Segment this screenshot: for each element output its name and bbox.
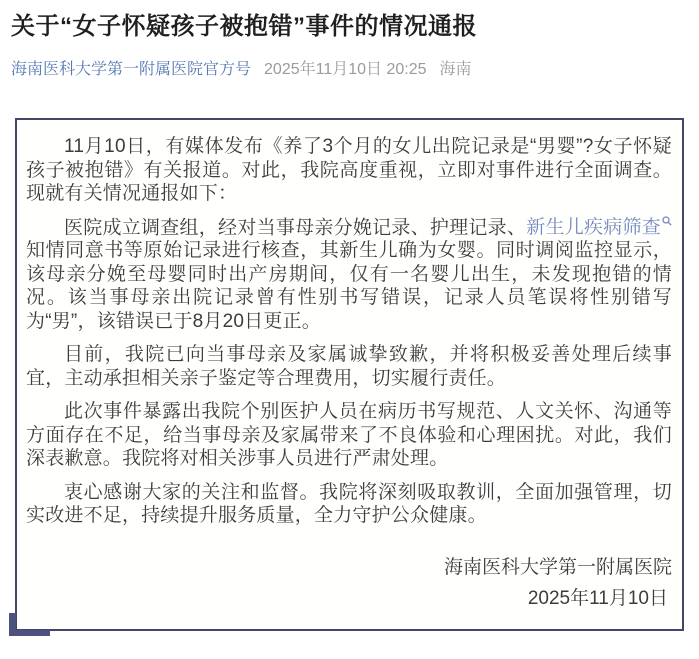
publish-location: 海南 [439, 61, 472, 78]
article-meta [11, 59, 684, 81]
entity-link-label: 新生儿疾病筛查 [526, 216, 661, 238]
corner-bracket-decoration [9, 613, 50, 636]
publish-time: 2025年11月10日 20:25 [264, 61, 427, 78]
paragraph-2-text-before: 医院成立调查组，经对当事母亲分娩记录、护理记录、 [64, 216, 527, 238]
search-icon [662, 216, 672, 226]
notice-paragraph-4: 此次事件暴露出我院个别医护人员在病历书写规范、人文关怀、沟通等方面存在不足，给当事母亲及家属带来了不良体验和心理困扰。对此，我们深表歉意。我院将对相关涉事人员进行严肃处理。 [26, 401, 672, 470]
source-link[interactable]: 海南医科大学第一附属医院官方号 [11, 61, 252, 78]
page-title: 关于“女子怀疑孩子被抱错”事件的情况通报 [11, 13, 477, 40]
paragraph-2-text-after: 知情同意书等原始记录进行核查，其新生儿确为女婴。同时调阅监控显示，该母亲分娩至母婴同时出产房期间，仅有一名婴儿出生，未发现抱错的情况。该当事母亲出院记录曾有性别书写错误，记录人员笔误将性别错写为“男”，该错误已于8月20日更正。 [26, 240, 672, 332]
notice-signature: 海南医科大学第一附属医院 [443, 556, 672, 578]
notice-paragraph-1: 11月10日，有媒体发布《养了3个月的女儿出院记录是“男婴”?女子怀疑孩子被抱错》有关报道。对此，我院高度重视，立即对事件进行全面调查。现就有关情况通报如下： [26, 136, 672, 204]
notice-paragraph-5: 衷心感谢大家的关注和监督。我院将深刻吸取教训，全面加强管理，切实改进不足，持续提升服务质量，全力守护公众健康。 [26, 481, 672, 527]
notice-paragraph-3: 目前，我院已向当事母亲及家属诚挚致歉，并将积极妥善处理后续事宜，主动承担相关亲子鉴定等合理费用，切实履行责任。 [26, 344, 672, 389]
notice-paragraph-2 [26, 216, 672, 334]
notice-date: 2025年11月10日 [527, 587, 668, 609]
entity-link-newborn-screening[interactable] [526, 217, 672, 238]
notice-box [15, 118, 684, 631]
